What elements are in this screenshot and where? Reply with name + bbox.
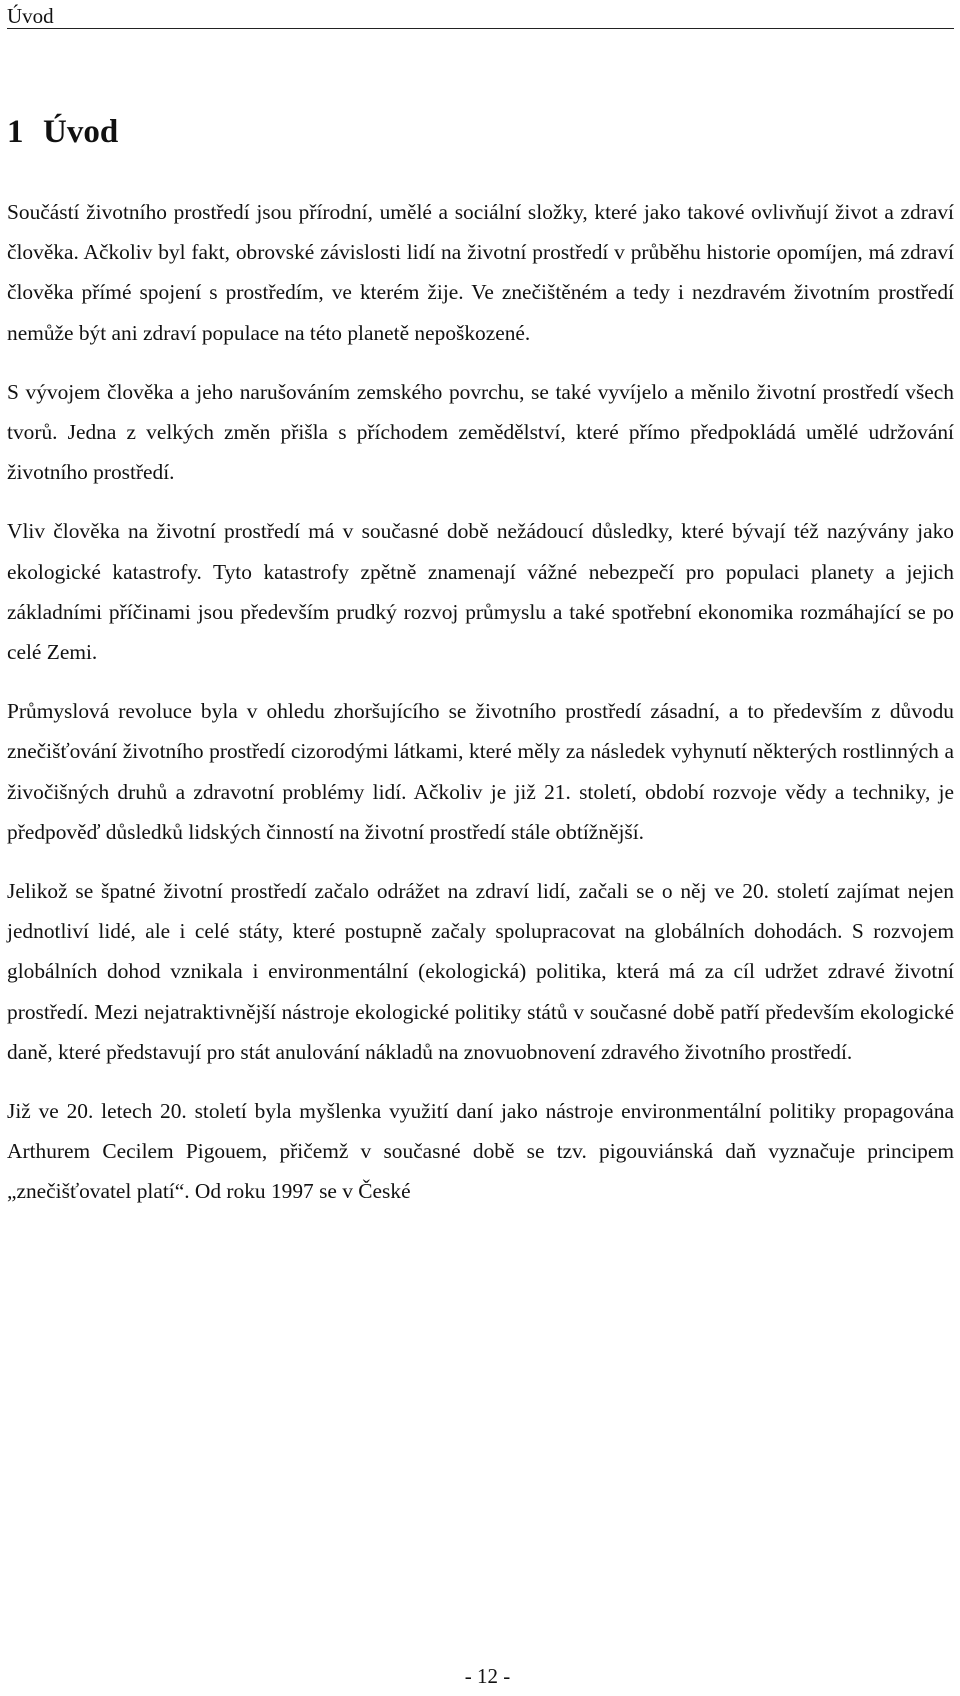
paragraph: Již ve 20. letech 20. století byla myšlenka využití daní jako nástroje environmentální politiky propagována Arthurem Cecilem Pigouem, přičemž v současné době se tzv. pigouviánská daň vyznačuje principem „znečišťovatel platí“. Od roku 1997 se v České bbox=[7, 1099, 954, 1204]
body-text bbox=[7, 192, 954, 1231]
chapter-number: 1 bbox=[7, 114, 24, 150]
running-header: Úvod bbox=[7, 4, 954, 29]
paragraph: Vliv člověka na životní prostředí má v současné době nežádoucí důsledky, které bývají též nazývány jako ekologické katastrofy. Tyto katastrofy zpětně znamenají vážné nebezpečí pro populaci planety a jejich základními příčinami jsou především prudký rozvoj průmyslu a také spotřební ekonomika rozmáhající se po celé Zemi. bbox=[7, 519, 954, 665]
paragraph: Součástí životního prostředí jsou přírodní, umělé a sociální složky, které jako takové ovlivňují život a zdraví člověka. Ačkoliv byl fakt, obrovské závislosti lidí na životní prostředí v průběhu historie opomíjen, má zdraví člověka přímé spojení s prostředím, ve kterém žije. Ve znečištěném a tedy i nezdravém životním prostředí nemůže být ani zdraví populace na této planetě nepoškozené. bbox=[7, 200, 954, 345]
chapter-title: Úvod bbox=[43, 114, 119, 150]
page-number: - 12 - bbox=[464, 1664, 511, 1688]
paragraph: Jelikož se špatné životní prostředí začalo odrážet na zdraví lidí, začali se o něj ve 20. století zajímat nejen jednotliví lidé, ale i celé státy, které postupně začaly spolupracovat na globálních dohodách. S rozvojem globálních dohod vznikala i environmentální (ekologická) politika, která má za cíl udržet zdravé životní prostředí. Mezi nejatraktivnější nástroje ekologické politiky států v současné době patří především ekologické daně, které představují pro stát anulování nákladů na znovuobnovení zdravého životního prostředí. bbox=[7, 879, 954, 1064]
chapter-heading bbox=[7, 112, 118, 152]
paragraph: Průmyslová revoluce byla v ohledu zhoršujícího se životního prostředí zásadní, a to především z důvodu znečišťování životního prostředí cizorodými látkami, které měly za následek vyhynutí některých rostlinných a živočišných druhů a zdravotní problémy lidí. Ačkoliv je již 21. století, období rozvoje vědy a techniky, je předpověď důsledků lidských činností na životní prostředí stále obtížnější. bbox=[7, 699, 954, 844]
document-page bbox=[7, 0, 954, 1696]
paragraph: S vývojem člověka a jeho narušováním zemského povrchu, se také vyvíjelo a měnilo životní prostředí všech tvorů. Jedna z velkých změn přišla s příchodem zemědělství, které přímo předpokládá umělé udržování životního prostředí. bbox=[7, 379, 954, 485]
